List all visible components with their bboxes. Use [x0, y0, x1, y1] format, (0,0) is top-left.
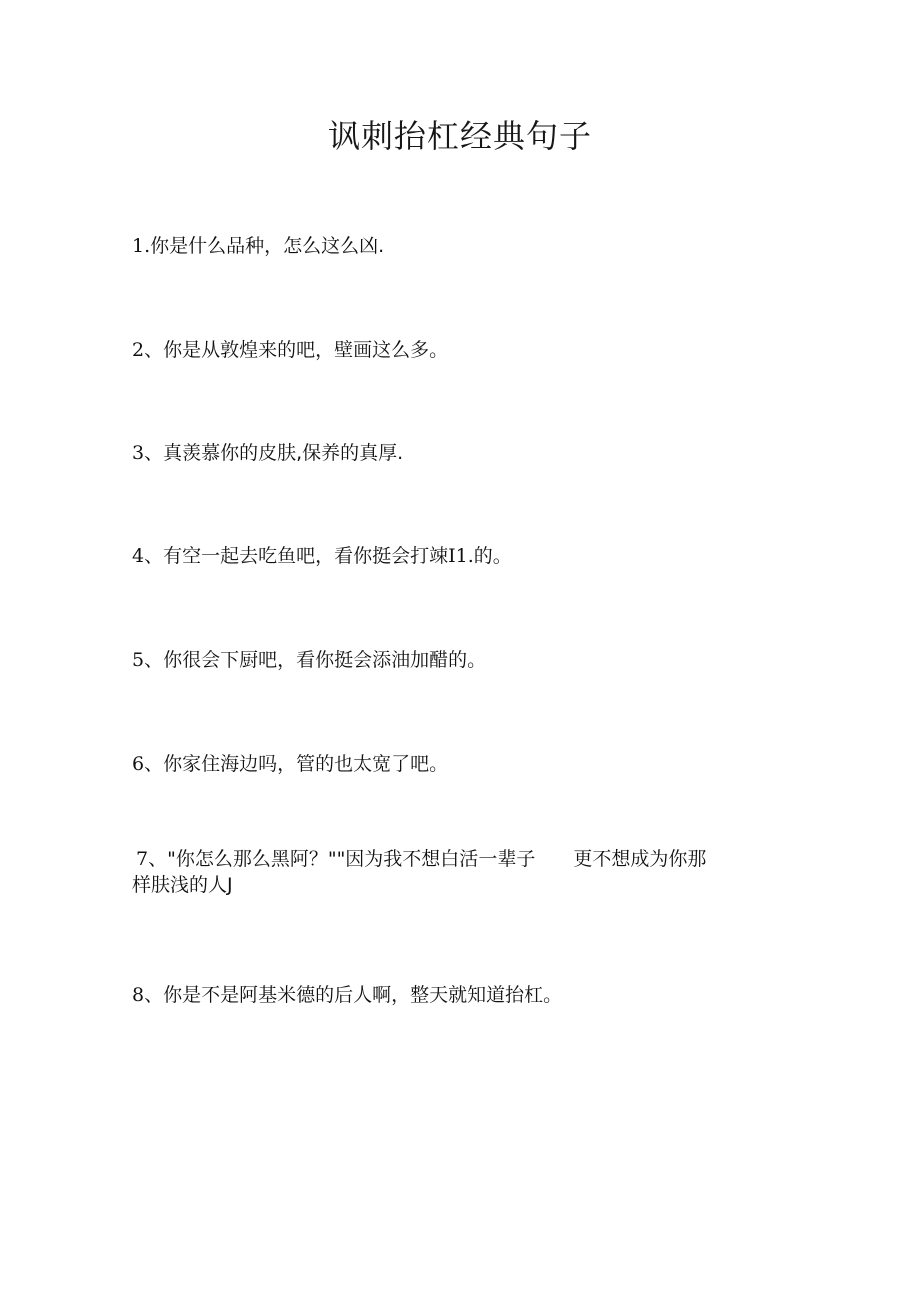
- item-number: 6: [132, 753, 145, 775]
- list-item-7: [132, 846, 796, 898]
- item-number: 8: [132, 984, 145, 1006]
- item-text: 、真羡慕你的皮肤,保养的真厚.: [144, 442, 404, 464]
- item-text: 、你很会下厨吧，看你挺会添油加醋的。: [144, 649, 487, 671]
- list-item-3: [132, 440, 792, 466]
- list-item-1: [132, 233, 792, 259]
- item-text: 你是什么品种，怎么这么凶.: [150, 235, 385, 257]
- item-text: 、你家住海边吗，管的也太宽了吧。: [144, 753, 449, 775]
- item-number: 7: [136, 848, 149, 870]
- item-number: 2: [132, 339, 145, 361]
- item-line-2: 样肤浅的人J: [132, 874, 233, 896]
- list-item-4: [132, 543, 792, 569]
- list-item-8: [132, 982, 792, 1008]
- list-item-2: [132, 337, 792, 363]
- item-latin-fragment: I1.: [448, 545, 474, 567]
- item-text: 、有空一起去吃鱼吧，看你挺会打竦: [144, 545, 449, 567]
- item-text-part-1: 、"你怎么那么黑阿？""因为我不想白活一辈子: [148, 848, 536, 870]
- item-text-suffix: 的。: [473, 545, 512, 567]
- item-text: 、你是不是阿基米德的后人啊，整天就知道抬杠。: [144, 984, 563, 1006]
- list-item-5: [132, 647, 792, 673]
- list-item-6: [132, 751, 792, 777]
- document-title: 讽刺抬杠经典句子: [327, 117, 592, 155]
- item-number: 5: [132, 649, 145, 671]
- item-number: 1.: [132, 235, 151, 257]
- item-number: 3: [132, 442, 145, 464]
- item-text: 、你是从敦煌来的吧，壁画这么多。: [144, 339, 449, 361]
- item-text-part-2: 更不想成为你那: [573, 848, 707, 870]
- item-number: 4: [132, 545, 145, 567]
- item-line-1: [136, 846, 796, 872]
